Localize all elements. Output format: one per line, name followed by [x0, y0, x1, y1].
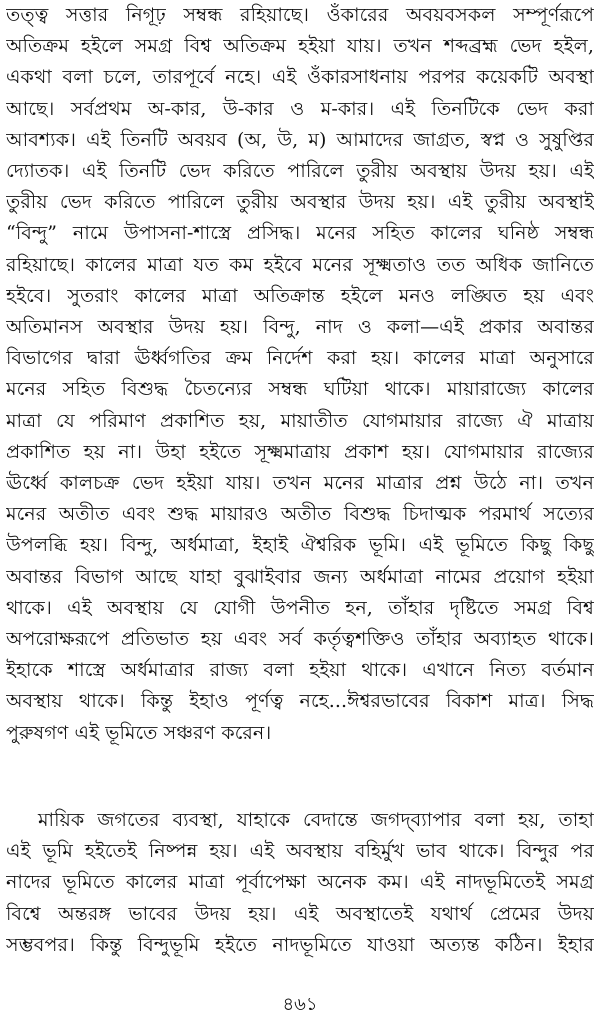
text-line: “বিন্দু” নামে উপাসনা-শাস্ত্রে প্রসিদ্ধ। মনের সহিত কালের ঘনিষ্ঠ সম্বন্ধ	[6, 222, 594, 245]
text-line: বিশ্বে অন্তরঙ্গ ভাবের উদয় হয়। এই অবস্থাতেই যথার্থ প্রেমের উদয়	[6, 902, 594, 925]
text-line: হইবে। সুতরাং কালের মাত্রা অতিক্রান্ত হইলে মনও লঙ্ঘিত হয় এবং	[6, 284, 594, 307]
text-line: আছে। সর্বপ্রথম অ-কার, উ-কার ও ম-কার। এই তিনটিকে ভেদ করা	[6, 97, 594, 120]
page-number: ৪৬১	[282, 994, 318, 1015]
text-line: নাদের ভূমিতে কালের মাত্রা পূর্বাপেক্ষা অনেক কম। এই নাদভূমিতেই সমগ্র	[6, 871, 594, 894]
text-line: অপরোক্ষরূপে প্রতিভাত হয় এবং সর্ব কর্তৃত্বশক্তিও তাঁহার অব্যাহত থাকে।	[6, 628, 594, 651]
text-line: মায়িক জগতের ব্যবস্থা, যাহাকে বেদান্তে জগদ্‌ব্যাপার বলা হয়, তাহা	[38, 809, 594, 831]
text-line: আবশ্যক। এই তিনটি অবয়ব (অ, উ, ম) আমাদের জাগ্রত, স্বপ্ন ও সুষুপ্তির	[6, 128, 594, 151]
text-line: তত্ত্ব সত্তার নিগূঢ় সম্বন্ধ রহিয়াছে। ওঁকারের অবয়বসকল সম্পূর্ণরূপে	[6, 4, 594, 26]
text-line: ঊর্ধ্বে কালচক্র ভেদ হইয়া যায়। তখন মনের মাত্রার প্রশ্ন উঠে না। তখন	[6, 472, 594, 495]
text-line: অতিক্রম হইলে সমগ্র বিশ্ব অতিক্রম হইয়া যায়। তখন শব্দব্রহ্ম ভেদ হইল,	[6, 35, 594, 58]
text-line: প্রকাশিত হয় না। উহা হইতে সূক্ষ্মমাত্রায় প্রকাশ হয়। যোগমায়ার রাজ্যের	[6, 440, 594, 463]
paragraph-1	[6, 0, 594, 749]
text-line: দ্যোতক। এই তিনটি ভেদ করিতে পারিলে তুরীয় অবস্থায় উদয় হয়। এই	[6, 160, 594, 183]
text-line: থাকে। এই অবস্থায় যে যোগী উপনীত হন, তাঁহার দৃষ্টিতে সমগ্র বিশ্ব	[6, 596, 594, 619]
text-line: পুরুষগণ এই ভূমিতে সঞ্চরণ করেন।	[6, 721, 272, 744]
text-line: মাত্রা যে পরিমাণ প্রকাশিত হয়, মায়াতীত যোগমায়ার রাজ্যে ঐ মাত্রায়	[6, 409, 594, 432]
text-line: তুরীয় ভেদ করিতে পারিলে তুরীয় অবস্থার উদয় হয়। এই তুরীয় অবস্থাই	[6, 191, 594, 214]
text-line: উপলব্ধি হয়। বিন্দু, অর্ধমাত্রা, ইহাই ঐশ্বরিক ভূমি। এই ভূমিতে কিছু কিছু	[6, 534, 594, 557]
text-line: একথা বলা চলে, তারপূর্বে নহে। এই ওঁকারসাধনায় পরপর কয়েকটি অবস্থা	[6, 66, 594, 89]
text-line: অবস্থায় থাকে। কিন্তু ইহাও পূর্ণত্ব নহে...ঈশ্বরভাবের বিকাশ মাত্র। সিদ্ধ	[6, 690, 594, 713]
text-line: রহিয়াছে। কালের মাত্রা যত কম হইবে মনের সূক্ষ্মতাও তত অধিক জানিতে	[6, 253, 594, 276]
text-line: এই ভূমি হইতেই নিষ্পন্ন হয়। এই অবস্থায় বহির্মুখ ভাব থাকে। বিন্দুর পর	[6, 840, 594, 863]
text-line: মনের অতীত এবং শুদ্ধ মায়ারও অতীত বিশুদ্ধ চিদাত্মক পরমার্থ সত্যের	[6, 503, 594, 526]
text-line: ইহাকে শাস্ত্রে অর্ধমাত্রার রাজ্য বলা হইয়া থাকে। এখানে নিত্য বর্তমান	[6, 659, 594, 682]
text-line: অবান্তর বিভাগ আছে যাহা বুঝাইবার জন্য অর্ধমাত্রা নামের প্রয়োগ হইয়া	[6, 565, 594, 588]
text-line: মনের সহিত বিশুদ্ধ চৈতন্যের সম্বন্ধ ঘটিয়া থাকে। মায়ারাজ্যে কালের	[6, 378, 594, 401]
text-line: অতিমানস অবস্থার উদয় হয়। বিন্দু, নাদ ও কলা—এই প্রকার অবান্তর	[6, 316, 594, 339]
text-line: সম্ভবপর। কিন্তু বিন্দুভূমি হইতে নাদভূমিতে যাওয়া অত্যন্ত কঠিন। ইহার	[6, 933, 594, 956]
text-line: বিভাগের দ্বারা ঊর্ধ্বগতির ক্রম নির্দেশ করা হয়। কালের মাত্রা অনুসারে	[6, 347, 594, 370]
paragraph-2	[6, 805, 594, 961]
